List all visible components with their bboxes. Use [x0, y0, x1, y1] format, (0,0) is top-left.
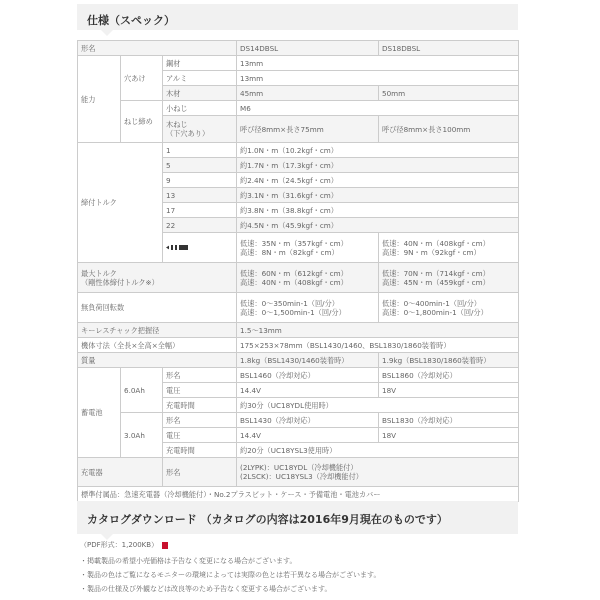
label: 最大トルク （剛性体締付トルク※）	[78, 263, 237, 293]
value: 50mm	[379, 86, 519, 101]
value: 約1.7N・m（17.3kgf・cm）	[237, 158, 519, 173]
label: キーレスチャック把握径	[78, 323, 237, 338]
note: ・製品の仕様及び外観などは改良等のため予告なく変更する場合がございます。	[80, 585, 332, 593]
label: 形名	[163, 413, 237, 428]
row-small-screw	[78, 101, 519, 116]
label: 充電器	[78, 458, 163, 487]
label: 締付トルク	[78, 143, 163, 263]
row-steel	[78, 56, 519, 71]
label: 質量	[78, 353, 237, 368]
value: 約20分（UC18YSL3使用時）	[237, 443, 519, 458]
row-model	[78, 41, 519, 56]
label: 機体寸法（全長×全高×全幅）	[78, 338, 237, 353]
torque-row	[78, 143, 519, 158]
drill-mode-icon	[166, 245, 188, 250]
row-accessories	[78, 487, 519, 502]
pdf-download-link[interactable]	[80, 540, 168, 550]
value: 1.9kg（BSL1830/1860装着時）	[379, 353, 519, 368]
label: 能力	[78, 56, 121, 143]
clutch: 5	[163, 158, 237, 173]
value: 約1.0N・m（10.2kgf・cm）	[237, 143, 519, 158]
row-battery-30-model	[78, 413, 519, 428]
label: 木材	[163, 86, 237, 101]
clutch: 17	[163, 203, 237, 218]
label: 電圧	[163, 383, 237, 398]
model-a: DS14DBSL	[237, 41, 379, 56]
label: 充電時間	[163, 398, 237, 413]
pdf-link-text[interactable]: （PDF形式：1,200KB）	[80, 541, 159, 549]
note: ・製品の色はご覧になるモニターの環境によっては実際の色とは若干異なる場合がございます。	[80, 571, 381, 579]
value: 約2.4N・m（24.5kgf・cm）	[237, 173, 519, 188]
pdf-icon[interactable]	[162, 542, 168, 549]
value: 約30分（UC18YDL使用時）	[237, 398, 519, 413]
value: BSL1460（冷却対応）	[237, 368, 379, 383]
value: 低速：35N・m（357kgf・cm） 高速：8N・m（82kgf・cm）	[237, 233, 379, 263]
label: 蓄電池	[78, 368, 121, 458]
clutch: 22	[163, 218, 237, 233]
notes-list	[80, 554, 380, 596]
value: (2LYPK)：UC18YDL（冷却機能付） (2LSCK)：UC18YSL3（冷却機能付）	[237, 458, 519, 487]
value: 14.4V	[237, 428, 379, 443]
label: 3.0Ah	[121, 413, 163, 458]
value: 13mm	[237, 71, 519, 86]
label: 木ねじ （下穴あり）	[163, 116, 237, 143]
label: 無負荷回転数	[78, 293, 237, 323]
label: 形名	[78, 41, 237, 56]
value: 175×253×78mm（BSL1430/1460、BSL1830/1860装着時）	[237, 338, 519, 353]
row-chuck	[78, 323, 519, 338]
drill-mode-cell	[163, 233, 237, 263]
label: 電圧	[163, 428, 237, 443]
label: 形名	[163, 368, 237, 383]
catalog-section-header: カタログダウンロード （カタログの内容は2016年9月現在のものです）	[77, 501, 518, 534]
value: 約3.1N・m（31.6kgf・cm）	[237, 188, 519, 203]
value: 13mm	[237, 56, 519, 71]
value: 18V	[379, 428, 519, 443]
row-weight	[78, 353, 519, 368]
value: 約4.5N・m（45.9kgf・cm）	[237, 218, 519, 233]
label: 6.0Ah	[121, 368, 163, 413]
value: 1.8kg（BSL1430/1460装着時）	[237, 353, 379, 368]
value: 低速：0～400min-1（回/分） 高速：0～1,800min-1（回/分）	[379, 293, 519, 323]
row-max-torque	[78, 263, 519, 293]
label: 充電時間	[163, 443, 237, 458]
value: 約3.8N・m（38.8kgf・cm）	[237, 203, 519, 218]
value: 低速：60N・m（612kgf・cm） 高速：40N・m（408kgf・cm）	[237, 263, 379, 293]
note: ・掲載製品の希望小売価格は予告なく変更になる場合がございます。	[80, 557, 297, 565]
value: BSL1430（冷却対応）	[237, 413, 379, 428]
value: 低速：0～350min-1（回/分） 高速：0～1,500min-1（回/分）	[237, 293, 379, 323]
label: 穴あけ	[121, 56, 163, 101]
spec-table	[77, 40, 519, 502]
value: 呼び径8mm×長さ100mm	[379, 116, 519, 143]
value: 低速：70N・m（714kgf・cm） 高速：45N・m（459kgf・cm）	[379, 263, 519, 293]
row-speed	[78, 293, 519, 323]
model-b: DS18DBSL	[379, 41, 519, 56]
value: 低速：40N・m（408kgf・cm） 高速：9N・m（92kgf・cm）	[379, 233, 519, 263]
value: 18V	[379, 383, 519, 398]
label: 形名	[163, 458, 237, 487]
row-charger	[78, 458, 519, 487]
value: M6	[237, 101, 519, 116]
value: 14.4V	[237, 383, 379, 398]
clutch: 13	[163, 188, 237, 203]
value: 45mm	[237, 86, 379, 101]
clutch: 1	[163, 143, 237, 158]
label: 小ねじ	[163, 101, 237, 116]
label: ねじ締め	[121, 101, 163, 143]
accessories: 標準付属品：急速充電器（冷却機能付）・No.2プラスビット・ケース・予備電池・電池カバー	[78, 487, 519, 502]
value: BSL1830（冷却対応）	[379, 413, 519, 428]
value: 呼び径8mm×長さ75mm	[237, 116, 379, 143]
row-dims	[78, 338, 519, 353]
row-battery-60-model	[78, 368, 519, 383]
clutch: 9	[163, 173, 237, 188]
label: アルミ	[163, 71, 237, 86]
value: 1.5～13mm	[237, 323, 519, 338]
label: 鋼材	[163, 56, 237, 71]
spec-section-header: 仕様（スペック）	[77, 4, 518, 30]
value: BSL1860（冷却対応）	[379, 368, 519, 383]
